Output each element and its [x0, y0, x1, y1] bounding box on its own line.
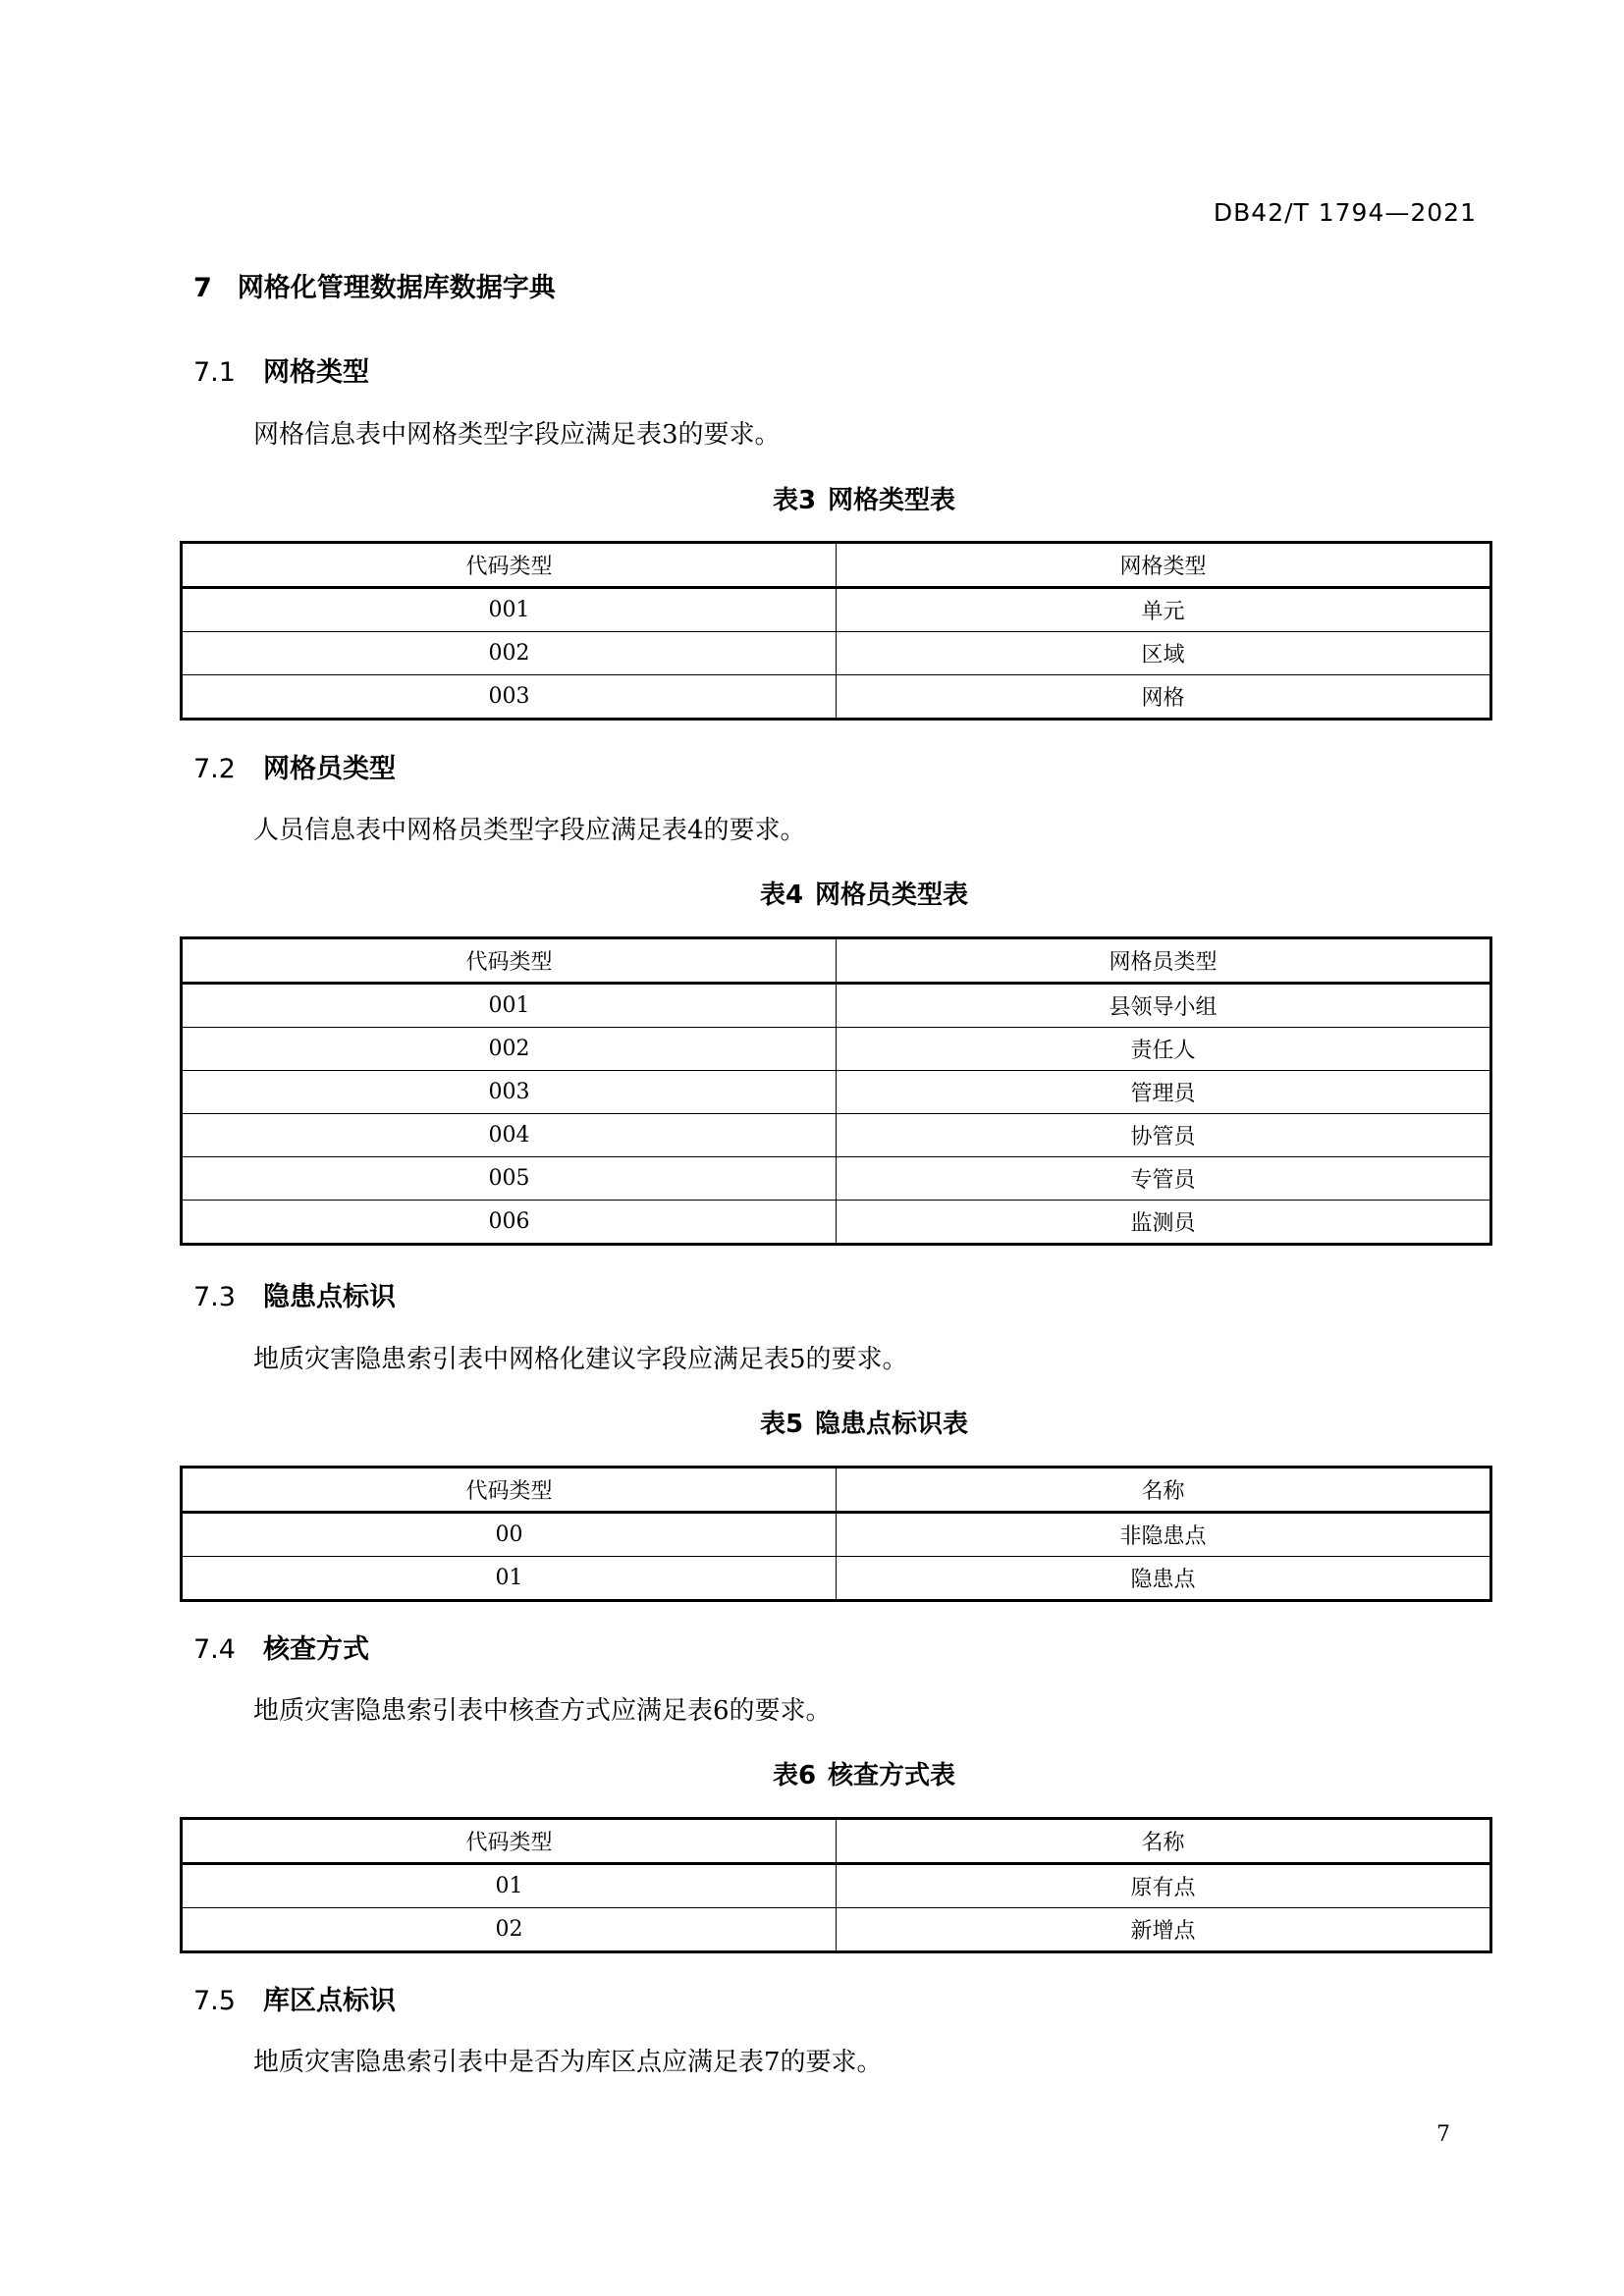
subsection-heading	[193, 1979, 396, 2017]
table-title: 网格类型表	[828, 486, 956, 515]
table-row	[182, 588, 1491, 632]
code-cell: 005	[182, 1157, 837, 1201]
data-table	[180, 936, 1492, 1246]
table-row	[182, 1071, 1491, 1114]
subsection-heading	[193, 747, 396, 785]
code-cell: 01	[182, 1864, 837, 1908]
table-title: 核查方式表	[828, 1761, 956, 1790]
name-cell: 单元	[837, 588, 1491, 632]
name-cell: 管理员	[837, 1071, 1491, 1114]
table-row	[182, 1028, 1491, 1071]
name-cell: 协管员	[837, 1114, 1491, 1157]
subsection-title: 网格员类型	[262, 754, 396, 784]
name-cell: 县领导小组	[837, 984, 1491, 1028]
paragraph: 地质灾害隐患索引表中是否为库区点应满足表7的要求。	[253, 2048, 883, 2077]
code-cell: 002	[182, 632, 837, 675]
paragraph: 地质灾害隐患索引表中网格化建议字段应满足表5的要求。	[253, 1345, 908, 1374]
table-row	[182, 675, 1491, 720]
subsection-heading	[193, 1628, 369, 1666]
column-header: 名称	[837, 1468, 1491, 1513]
section-number: 7	[193, 273, 212, 303]
page-number: 7	[1436, 2122, 1450, 2147]
paragraph: 网格信息表中网格类型字段应满足表3的要求。	[253, 420, 781, 450]
column-header: 名称	[837, 1819, 1491, 1864]
subsection-title: 隐患点标识	[262, 1282, 396, 1312]
subsection-number: 7.4	[193, 1634, 236, 1665]
name-cell: 新增点	[837, 1908, 1491, 1952]
table-number: 表4	[759, 881, 804, 910]
table-title: 隐患点标识表	[815, 1410, 969, 1439]
table-row	[182, 1908, 1491, 1952]
name-cell: 区域	[837, 632, 1491, 675]
column-header: 代码类型	[182, 1468, 837, 1513]
standard-number: DB42/T 1794—2021	[1213, 198, 1477, 227]
code-cell: 01	[182, 1557, 837, 1601]
table-header-row	[182, 543, 1491, 588]
table-number: 表5	[759, 1410, 804, 1439]
section-heading	[193, 266, 556, 304]
table-row	[182, 1157, 1491, 1201]
name-cell: 非隐患点	[837, 1513, 1491, 1557]
subsection-heading	[193, 1275, 396, 1313]
code-cell: 001	[182, 984, 837, 1028]
name-cell: 监测员	[837, 1201, 1491, 1245]
table-number: 表6	[772, 1761, 817, 1790]
code-cell: 002	[182, 1028, 837, 1071]
column-header: 代码类型	[182, 938, 837, 984]
table-row	[182, 1557, 1491, 1601]
code-cell: 001	[182, 588, 837, 632]
table-row	[182, 1864, 1491, 1908]
subsection-title: 库区点标识	[262, 1986, 396, 2016]
table-row	[182, 632, 1491, 675]
table-number: 表3	[772, 486, 817, 515]
code-cell: 00	[182, 1513, 837, 1557]
column-header: 代码类型	[182, 1819, 837, 1864]
subsection-number: 7.5	[193, 1986, 236, 2016]
table-caption	[0, 875, 1624, 911]
subsection-number: 7.3	[193, 1282, 236, 1312]
table-caption	[0, 480, 1624, 516]
table-row	[182, 1114, 1491, 1157]
subsection-number: 7.1	[193, 357, 236, 388]
name-cell: 专管员	[837, 1157, 1491, 1201]
subsection-title: 网格类型	[262, 357, 369, 388]
subsection-number: 7.2	[193, 754, 236, 784]
name-cell: 责任人	[837, 1028, 1491, 1071]
name-cell: 原有点	[837, 1864, 1491, 1908]
name-cell: 网格	[837, 675, 1491, 720]
code-cell: 004	[182, 1114, 837, 1157]
table-header-row	[182, 1468, 1491, 1513]
data-table	[180, 541, 1492, 721]
name-cell: 隐患点	[837, 1557, 1491, 1601]
table-caption	[0, 1755, 1624, 1791]
code-cell: 006	[182, 1201, 837, 1245]
table-header-row	[182, 1819, 1491, 1864]
table-row	[182, 1513, 1491, 1557]
section-title: 网格化管理数据库数据字典	[237, 273, 556, 303]
table-title: 网格员类型表	[815, 881, 969, 910]
paragraph: 人员信息表中网格员类型字段应满足表4的要求。	[253, 816, 806, 845]
column-header: 网格类型	[837, 543, 1491, 588]
subsection-title: 核查方式	[262, 1634, 369, 1665]
code-cell: 003	[182, 1071, 837, 1114]
column-header: 网格员类型	[837, 938, 1491, 984]
code-cell: 003	[182, 675, 837, 720]
data-table	[180, 1466, 1492, 1602]
table-row	[182, 984, 1491, 1028]
table-caption	[0, 1404, 1624, 1440]
table-header-row	[182, 938, 1491, 984]
paragraph: 地质灾害隐患索引表中核查方式应满足表6的要求。	[253, 1696, 832, 1726]
code-cell: 02	[182, 1908, 837, 1952]
subsection-heading	[193, 350, 369, 389]
data-table	[180, 1817, 1492, 1953]
column-header: 代码类型	[182, 543, 837, 588]
table-row	[182, 1201, 1491, 1245]
